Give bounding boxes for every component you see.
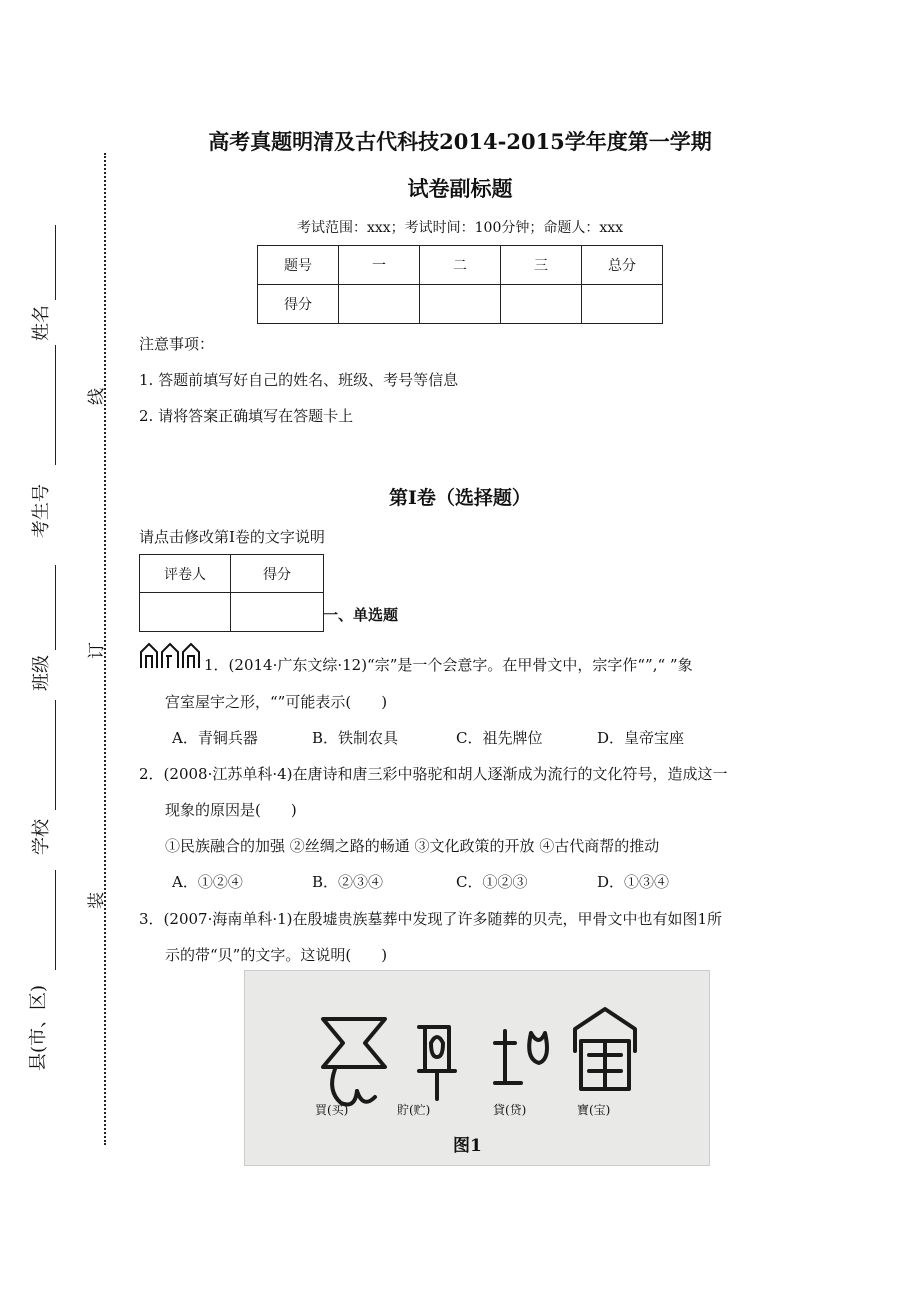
grader-table <box>139 554 324 632</box>
score-header-cell: 三 <box>501 246 582 285</box>
score-cell[interactable] <box>501 285 582 324</box>
school-label: 学校 <box>31 819 52 855</box>
exam-title: 高考真题明清及古代科技2014-2015学年度第一学期 <box>208 129 712 154</box>
q2-option-b[interactable]: B．②③④ <box>312 873 384 891</box>
q2-option-a[interactable]: A．①②④ <box>172 873 243 891</box>
bind-mark-line: 线 <box>87 388 107 405</box>
question-2-line2: 现象的原因是( ) <box>165 801 297 819</box>
question-3-line2: 示的带“贝”的文字。这说明( ) <box>165 946 388 964</box>
question-1-line2: 宫室屋宇之形，“”可能表示( ) <box>165 693 388 711</box>
score-header-cell: 题号 <box>258 246 339 285</box>
notes-title: 注意事项： <box>139 335 215 353</box>
figure-caption-treasure: 寶(宝) <box>577 1103 611 1117</box>
grader-header-cell: 评卷人 <box>140 555 231 593</box>
score-row-label: 得分 <box>258 285 339 324</box>
section-title: 第I卷（选择题） <box>389 487 531 509</box>
bind-mark-bind: 装 <box>87 892 107 909</box>
figure-label: 图1 <box>453 1136 482 1156</box>
score-header-cell: 一 <box>339 246 420 285</box>
grader-cell[interactable] <box>231 593 324 632</box>
figure-caption-store: 貯(贮) <box>397 1103 431 1117</box>
q1-option-d[interactable]: D．皇帝宝座 <box>597 729 685 747</box>
q2-option-d[interactable]: D．①③④ <box>597 873 670 891</box>
score-table <box>257 245 663 324</box>
score-cell[interactable] <box>339 285 420 324</box>
note-item: 2. 请将答案正确填写在答题卡上 <box>139 407 354 425</box>
question-2-statements: ①民族融合的加强 ②丝绸之路的畅通 ③文化政策的开放 ④古代商帮的推动 <box>165 837 660 855</box>
q1-option-b[interactable]: B．铁制农具 <box>312 729 399 747</box>
exam-number-blank <box>55 345 56 465</box>
class-label: 班级 <box>31 655 52 691</box>
figure-caption-loan: 貸(贷) <box>493 1103 527 1117</box>
grader-cell[interactable] <box>140 593 231 632</box>
grader-header-cell: 得分 <box>231 555 324 593</box>
class-blank <box>55 565 56 650</box>
question-3-line1: 3．(2007·海南单科·1)在殷墟贵族墓葬中发现了许多随葬的贝壳，甲骨文中也有如图1所 <box>139 910 723 928</box>
score-cell[interactable] <box>582 285 663 324</box>
district-label: 县(市、区) <box>28 984 50 1072</box>
name-label: 姓名 <box>31 305 52 341</box>
exam-subtitle: 试卷副标题 <box>407 176 513 201</box>
figure-1 <box>244 970 710 1166</box>
score-header-cell: 总分 <box>582 246 663 285</box>
exam-number-label: 考生号 <box>31 484 52 538</box>
q2-option-c[interactable]: C．①②③ <box>456 873 528 891</box>
figure-caption-buy: 買(买) <box>315 1103 349 1117</box>
section-desc: 请点击修改第I卷的文字说明 <box>139 528 325 546</box>
score-cell[interactable] <box>420 285 501 324</box>
exam-info: 考试范围：xxx；考试时间：100分钟；命题人：xxx <box>296 220 624 236</box>
district-blank <box>55 870 56 970</box>
oracle-glyph-icons <box>139 640 203 670</box>
bind-mark-order: 订 <box>87 642 107 659</box>
part-title: 一、单选题 <box>323 606 399 624</box>
school-blank <box>55 700 56 810</box>
q1-option-a[interactable]: A．青铜兵器 <box>172 729 258 747</box>
note-item: 1. 答题前填写好自己的姓名、班级、考号等信息 <box>139 371 459 389</box>
question-1-line1: 1．(2014·广东文综·12)“宗”是一个会意字。在甲骨文中，宗字作“”,“ ”象 <box>204 656 693 674</box>
q1-option-c[interactable]: C．祖先牌位 <box>456 729 543 747</box>
question-2-line1: 2．(2008·江苏单科·4)在唐诗和唐三彩中骆驼和胡人逐渐成为流行的文化符号，造成这一 <box>139 765 728 783</box>
score-header-cell: 二 <box>420 246 501 285</box>
